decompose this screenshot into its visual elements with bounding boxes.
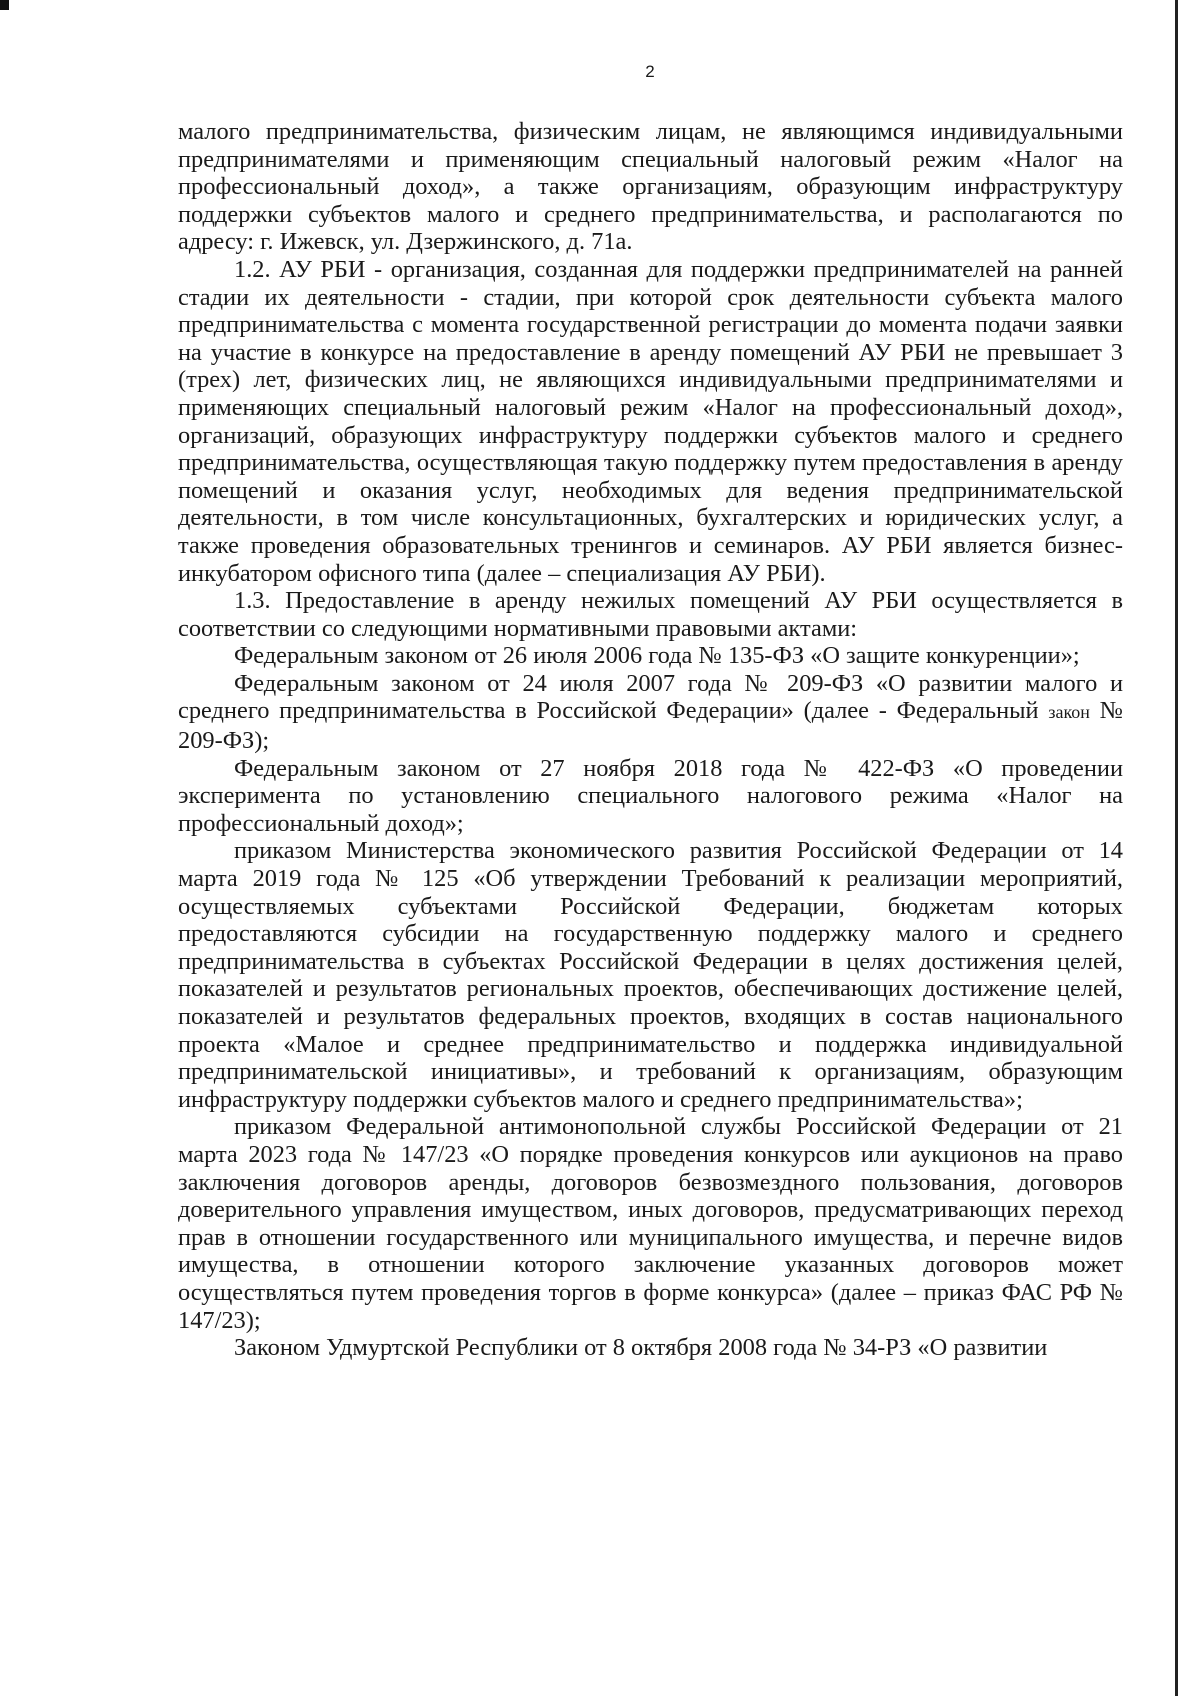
- law-item-209-fz-word: закон: [1048, 702, 1090, 723]
- scan-corner-mark: [0, 0, 9, 10]
- page-number: 2: [645, 62, 655, 81]
- paragraph-1-3: 1.3. Предоставление в аренду нежилых помещений АУ РБИ осуществляется в соответствии со следующими нормативными правовыми актами:: [178, 587, 1123, 642]
- order-item-fas-147-23: приказом Федеральной антимонопольной службы Российской Федерации от 21 марта 2023 года № 147/23 «О порядке проведения конкурсов или аукционов на право заключения договоров аренды, договоров безвозмездного пользования, договоров доверительного управления имуществом, иных договоров, предусматривающих переход прав в отношении государственного или муниципального имущества, и перечне видов имущества, в отношении которого заключение указанных договоров может осуществляться путем проведения торгов в форме конкурса» (далее – приказ ФАС РФ № 147/23);: [178, 1113, 1123, 1334]
- paragraph-1-2: 1.2. АУ РБИ - организация, созданная для поддержки предпринимателей на ранней стадии их деятельности - стадии, при которой срок деятельности субъекта малого предпринимательства с момента государственной регистрации до момента подачи заявки на участие в конкурсе на предоставление в аренду помещений АУ РБИ не превышает 3 (трех) лет, физических лиц, не являющихся индивидуальными предпринимателями и применяющих специальный налоговый режим «Налог на профессиональный доход», организаций, образующих инфраструктуру поддержки субъектов малого и среднего предпринимательства, осуществляющая такую поддержку путем предоставления в аренду помещений и оказания услуг, необходимых для ведения предпринимательской деятельности, в том числе консультационных, бухгалтерских и юридических услуг, а также проведения образовательных тренингов и семинаров. АУ РБИ является бизнес-инкубатором офисного типа (далее – специализация АУ РБИ).: [178, 255, 1123, 587]
- law-item-udmurt-34-rz: Законом Удмуртской Республики от 8 октября 2008 года № 34-РЗ «О развитии: [234, 1334, 1048, 1362]
- law-item-209-fz-tail: № 209-ФЗ);: [178, 697, 1123, 755]
- law-item-209-fz-text: Федеральным законом от 24 июля 2007 года № 209-ФЗ «О развитии малого и среднего предпринимательства в Российской Федерации» (далее - Федеральный: [178, 669, 1123, 725]
- paragraph-continuation: малого предпринимательства, физическим лицам, не являющимся индивидуальными предпринимателями и применяющим специальный налоговый режим «Налог на профессиональный доход», а также организациям, образующим инфраструктуру поддержки субъектов малого и среднего предпринимательства, и располагаются по адресу: г. Ижевск, ул. Дзержинского, д. 71а.: [178, 118, 1123, 256]
- order-item-mineconomrazvitiya-125: приказом Министерства экономического развития Российской Федерации от 14 марта 2019 года № 125 «Об утверждении Требований к реализации мероприятий, осуществляемых субъектами Российской Федерации, бюджетам которых предоставляются субсидии на государственную поддержку малого и среднего предпринимательства в субъектах Российской Федерации в целях достижения целей, показателей и результатов региональных проектов, обеспечивающих достижение целей, показателей и результатов федеральных проектов, входящих в состав национального проекта «Малое и среднее предпринимательство и поддержка индивидуальной предпринимательской инициативы», и требований к организациям, образующим инфраструктуру поддержки субъектов малого и среднего предпринимательства»;: [178, 837, 1123, 1113]
- law-item-135-fz: Федеральным законом от 26 июля 2006 года № 135-ФЗ «О защите конкуренции»;: [234, 642, 1080, 670]
- document-body: [178, 118, 1123, 1362]
- law-item-422-fz: Федеральным законом от 27 ноября 2018 года № 422-ФЗ «О проведении эксперимента по установлению специального налогового режима «Налог на профессиональный доход»;: [178, 754, 1123, 837]
- law-item-209-fz: [178, 670, 1123, 755]
- scan-edge-line: [1175, 0, 1178, 1696]
